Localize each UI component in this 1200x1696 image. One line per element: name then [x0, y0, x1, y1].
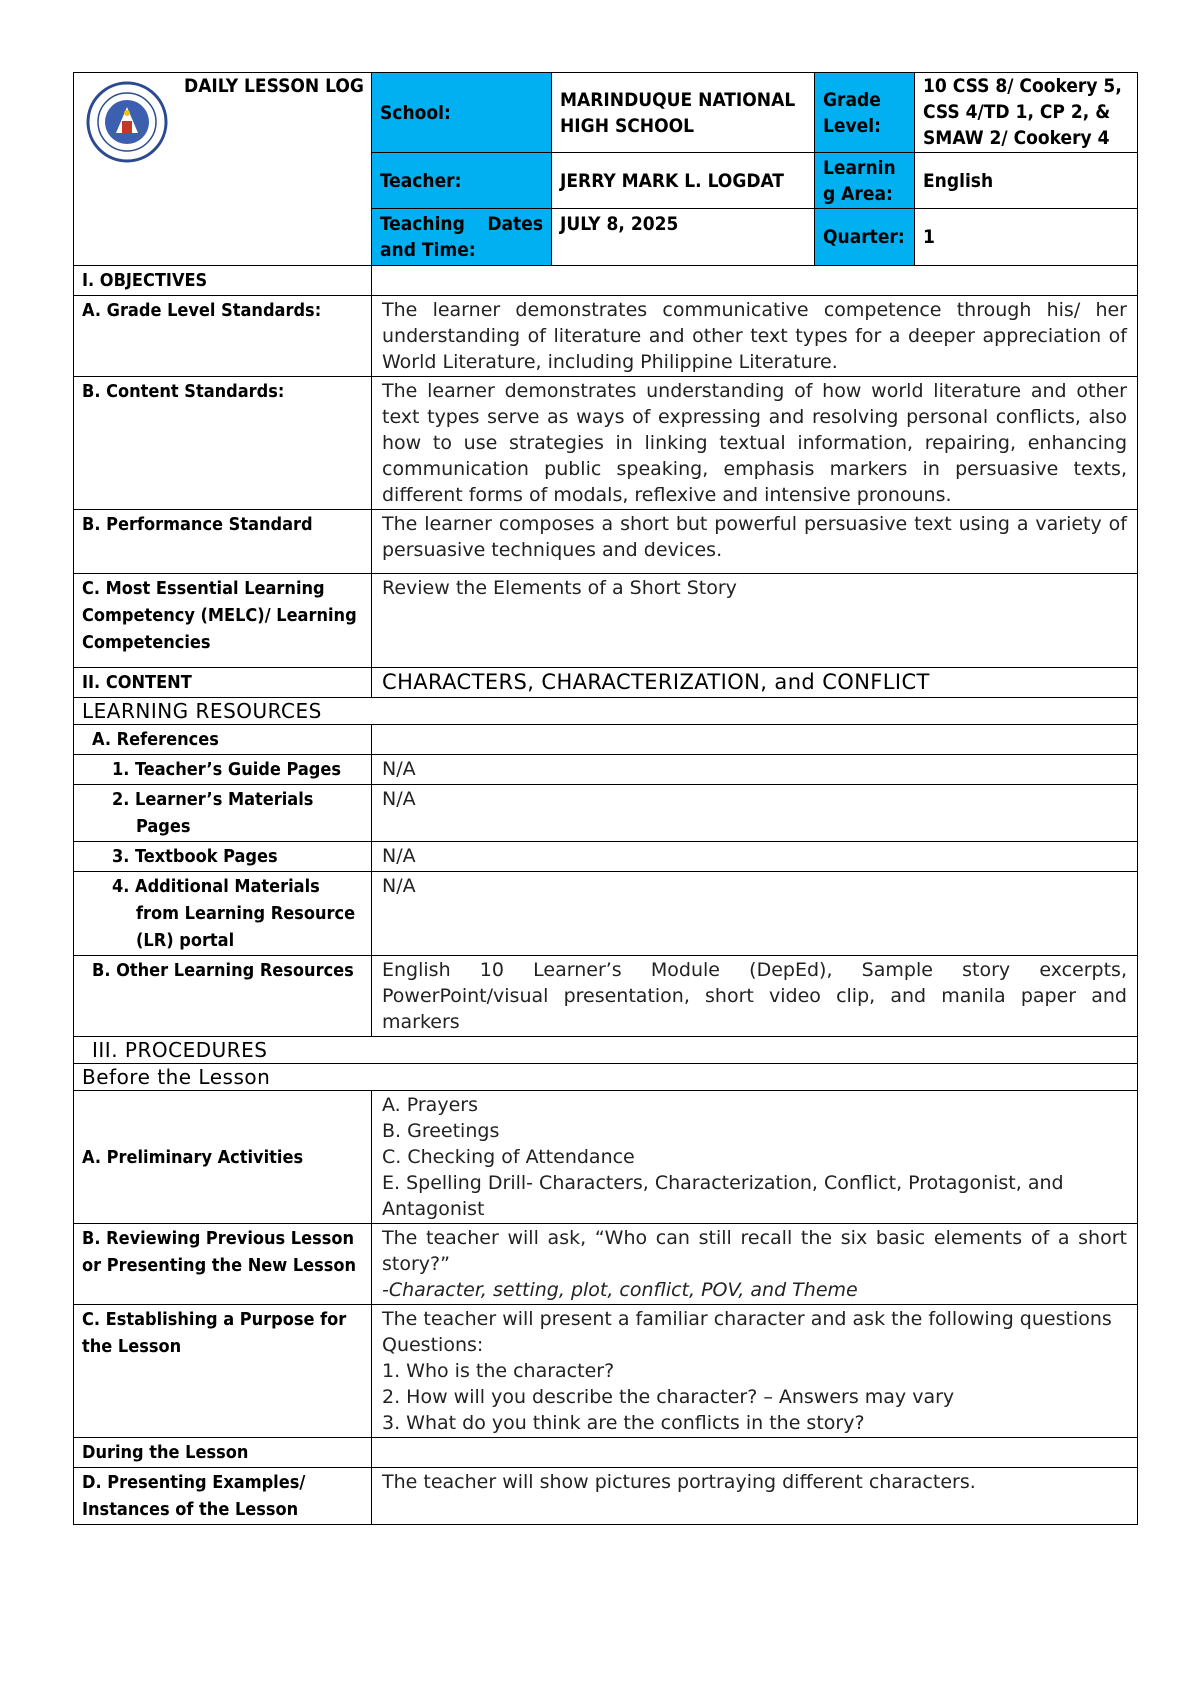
- objectives-empty-cell: [372, 266, 1138, 296]
- teaching-dates-label: Teaching Dates and Time:: [372, 209, 552, 266]
- during-lesson-empty-cell: [372, 1438, 1138, 1468]
- lesson-log-table: [73, 72, 1138, 1525]
- header-logo-cell: [74, 73, 372, 266]
- dll-title: DAILY LESSON LOG: [184, 75, 364, 97]
- teacher-value: JERRY MARK L. LOGDAT: [552, 153, 815, 209]
- learning-resources-heading: LEARNING RESOURCES: [74, 698, 1138, 725]
- content-title: CHARACTERS, CHARACTERIZATION, and CONFLICT: [372, 668, 1138, 698]
- learners-materials-value: N/A: [372, 785, 1138, 842]
- quarter-label: Quarter:: [815, 209, 915, 266]
- during-lesson-heading: During the Lesson: [74, 1438, 372, 1468]
- other-resources-value: English 10 Learner’s Module (DepEd), Sample story excerpts, PowerPoint/visual presentation, short video clip, and manila paper and markers: [372, 956, 1138, 1037]
- teachers-guide-value: N/A: [372, 755, 1138, 785]
- other-resources-label: B. Other Learning Resources: [74, 956, 372, 1037]
- preliminary-activities-list: [372, 1091, 1138, 1224]
- textbook-pages-label: 3. Textbook Pages: [74, 842, 372, 872]
- additional-materials-label: 4. Additional Materials from Learning Resource (LR) portal: [74, 872, 372, 956]
- review-question: The teacher will ask, “Who can still recall the six basic elements of a short story?”: [382, 1227, 1127, 1275]
- establishing-purpose-label: C. Establishing a Purpose for the Lesson: [74, 1305, 372, 1438]
- grade-level-label: Grade Level:: [815, 73, 915, 153]
- prelim-item: B. Greetings: [382, 1120, 500, 1142]
- lesson-log-page: [73, 72, 1137, 1525]
- references-label: A. References: [74, 725, 372, 755]
- prelim-item: E. Spelling Drill- Characters, Characterization, Conflict, Protagonist, and Antagonist: [382, 1172, 1064, 1220]
- performance-standard-text: The learner composes a short but powerful persuasive text using a variety of persuasive techniques and devices.: [372, 510, 1138, 574]
- melc-text: Review the Elements of a Short Story: [372, 574, 1138, 668]
- presenting-examples-text: The teacher will show pictures portraying different characters.: [372, 1468, 1138, 1525]
- learners-materials-label: 2. Learner’s Materials Pages: [74, 785, 372, 842]
- quarter-value: 1: [915, 209, 1138, 266]
- establishing-purpose-text: [372, 1305, 1138, 1438]
- references-empty-cell: [372, 725, 1138, 755]
- preliminary-activities-label: A. Preliminary Activities: [74, 1091, 372, 1224]
- teachers-guide-label: 1. Teacher’s Guide Pages: [74, 755, 372, 785]
- teaching-dates-value: JULY 8, 2025: [552, 209, 815, 266]
- grade-standards-text: The learner demonstrates communicative competence through his/ her understanding of literature and other text types for a deeper appreciation of World Literature, including Philippine Literature.: [372, 296, 1138, 377]
- melc-label: C. Most Essential Learning Competency (MELC)/ Learning Competencies: [74, 574, 372, 668]
- reviewing-lesson-label: B. Reviewing Previous Lesson or Presenting the New Lesson: [74, 1224, 372, 1305]
- content-standards-text: The learner demonstrates understanding of how world literature and other text types serve as ways of expressing and resolving personal conflicts, also how to use strategies in linking textual information, repairing, enhancing communication public speaking, emphasis markers in persuasive texts, different forms of modals, reflexive and intensive pronouns.: [372, 377, 1138, 510]
- grade-standards-label: A. Grade Level Standards:: [74, 296, 372, 377]
- purpose-line: 1. Who is the character?: [382, 1360, 615, 1382]
- reviewing-lesson-text: [372, 1224, 1138, 1305]
- presenting-examples-label: D. Presenting Examples/ Instances of the Lesson: [74, 1468, 372, 1525]
- procedures-heading: III. PROCEDURES: [74, 1037, 1138, 1064]
- objectives-heading: I. OBJECTIVES: [74, 266, 372, 296]
- purpose-line: Questions:: [382, 1334, 484, 1356]
- content-standards-label: B. Content Standards:: [74, 377, 372, 510]
- before-lesson-heading: Before the Lesson: [74, 1064, 1138, 1091]
- prelim-item: A. Prayers: [382, 1094, 478, 1116]
- performance-standard-label: B. Performance Standard: [74, 510, 372, 574]
- purpose-intro: The teacher will present a familiar character and ask the following questions: [382, 1308, 1112, 1330]
- purpose-line: 2. How will you describe the character? – Answers may vary: [382, 1386, 955, 1408]
- deped-seal-icon: [86, 81, 168, 163]
- review-answer: -Character, setting, plot, conflict, POV, and Theme: [382, 1279, 858, 1301]
- content-label: II. CONTENT: [74, 668, 372, 698]
- school-label: School:: [372, 73, 552, 153]
- grade-level-value: 10 CSS 8/ Cookery 5, CSS 4/TD 1, CP 2, & SMAW 2/ Cookery 4: [915, 73, 1138, 153]
- learning-area-label: Learnin g Area:: [815, 153, 915, 209]
- additional-materials-value: N/A: [372, 872, 1138, 956]
- learning-area-value: English: [915, 153, 1138, 209]
- prelim-item: C. Checking of Attendance: [382, 1146, 635, 1168]
- purpose-line: 3. What do you think are the conflicts in the story?: [382, 1412, 865, 1434]
- school-value: MARINDUQUE NATIONAL HIGH SCHOOL: [552, 73, 815, 153]
- textbook-pages-value: N/A: [372, 842, 1138, 872]
- teacher-label: Teacher:: [372, 153, 552, 209]
